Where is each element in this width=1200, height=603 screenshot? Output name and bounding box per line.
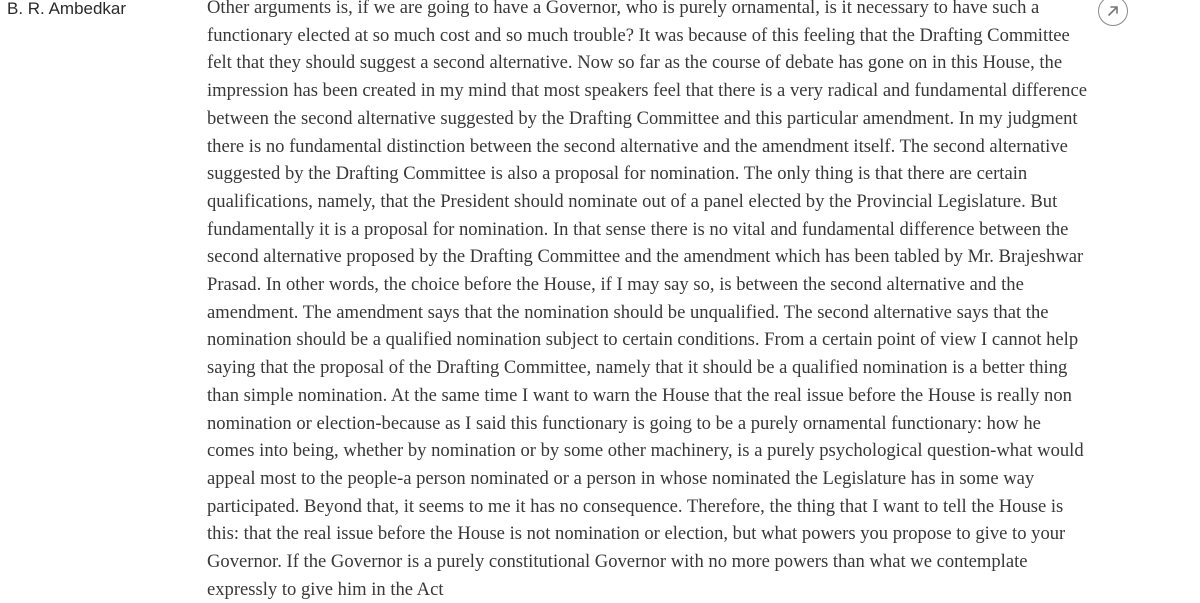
arrow-up-right-icon <box>1105 3 1121 19</box>
open-link-button[interactable] <box>1098 0 1128 26</box>
speaker-name: B. R. Ambedkar <box>7 0 127 18</box>
speech-text: Other arguments is, if we are going to have a Governor, who is purely ornamental, is it necessary to have such a functionary elected at so much cost and so much trouble? It was because of this feeling that the Drafting Committee felt that they should suggest a second alternative. Now so far as the course of debate has gone on in this House, the impression has been created in my mind that most speakers feel that there is a very radical and fundamental difference between the second alternative suggested by the Drafting Committee and this particular amendment. In my judgment there is no fundamental distinction between the second alternative and the amendment itself. The second alternative suggested by the Drafting Committee is also a proposal for nomination. The only thing is that there are certain qualifications, namely, that the President should nominate out of a panel elected by the Provincial Legislature. But fundamentally it is a proposal for nomination. In that sense there is no vital and fundamental difference between the second alternative proposed by the Drafting Committee and the amendment which has been tabled by Mr. Brajeshwar Prasad. In other words, the choice before the House, if I may say so, is between the second alternative and the amendment. The amendment says that the nomination should be unqualified. The second alternative says that the nomination should be a qualified nomination subject to certain conditions. From a certain point of view I cannot help saying that the proposal of the Drafting Committee, namely that it should be a qualified nomination is a better thing than simple nomination. At the same time I want to warn the House that the real issue before the House is really non nomination or election-because as I said this functionary is going to be a purely ornamental functionary: how he comes into being, whether by nomination or by some other machinery, is a purely psychological question-what would appeal most to the people-a person nominated or a person in whose nominated the Legislature has in some way participated. Beyond that, it seems to me it has no consequence. Therefore, the thing that I want to tell the House is this: that the real issue before the House is not nomination or election, but what powers you propose to give to your Governor. If the Governor is a purely constitutional Governor with no more powers than what we contemplate expressly to give him in the Act <box>207 0 1087 600</box>
